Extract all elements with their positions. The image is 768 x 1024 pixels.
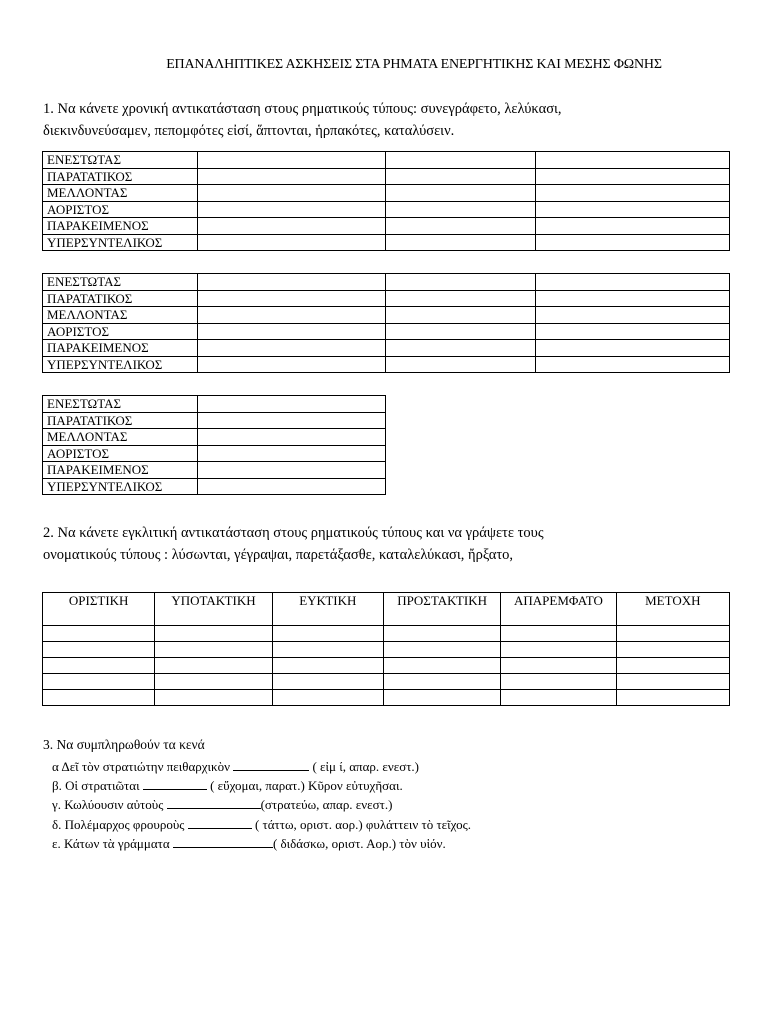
tense-table-2 — [42, 273, 730, 373]
table-row — [43, 429, 386, 446]
answer-cell[interactable] — [155, 626, 272, 642]
column-header: ΟΡΙΣΤΙΚΗ — [43, 593, 155, 626]
tense-label: ΕΝΕΣΤΩΤΑΣ — [43, 396, 198, 413]
exercise-2-instructions — [43, 522, 743, 566]
table-row — [43, 274, 730, 291]
fill-in-blank[interactable] — [173, 836, 273, 848]
tense-label: ΕΝΕΣΤΩΤΑΣ — [43, 152, 198, 169]
table-row — [43, 152, 730, 169]
tense-label: ΑΟΡΙΣΤΟΣ — [43, 323, 198, 340]
answer-cell[interactable] — [501, 642, 616, 658]
answer-cell[interactable] — [383, 626, 500, 642]
exercise-2-line-2: ονοματικούς τύπους : λύσωνται, γέγραψαι, παρετάξασθε, καταλελύκασι, ἤρξατο, — [43, 547, 514, 563]
table-row — [43, 626, 730, 642]
answer-cell[interactable] — [198, 290, 386, 307]
table-row — [43, 168, 730, 185]
answer-cell[interactable] — [386, 290, 536, 307]
tense-label: ΠΑΡΑΚΕΙΜΕΝΟΣ — [43, 462, 198, 479]
item-text-before: ε. Κάτων τὰ γράμματα — [52, 836, 170, 851]
column-header: ΜΕΤΟΧΗ — [616, 593, 729, 626]
answer-cell[interactable] — [383, 642, 500, 658]
answer-cell[interactable] — [198, 462, 386, 479]
answer-cell[interactable] — [198, 478, 386, 495]
tense-table-3 — [42, 395, 386, 495]
item-text-before: δ. Πολέμαρχος φρουροὺς — [52, 817, 185, 832]
answer-cell[interactable] — [386, 218, 536, 235]
tense-label: ΑΟΡΙΣΤΟΣ — [43, 201, 198, 218]
answer-cell[interactable] — [616, 674, 729, 690]
tense-label: ΕΝΕΣΤΩΤΑΣ — [43, 274, 198, 291]
tense-label: ΥΠΕΡΣΥΝΤΕΛΙΚΟΣ — [43, 356, 198, 373]
fill-in-item-c — [52, 797, 392, 813]
item-text-after: ( τάττω, οριστ. αορ.) φυλάττειν τὸ τεῖχος. — [251, 817, 472, 832]
table-row — [43, 658, 730, 674]
exercise-3-heading: 3. Να συμπληρωθούν τα κενά — [43, 737, 205, 752]
column-header: ΠΡΟΣΤΑΚΤΙΚΗ — [383, 593, 500, 626]
answer-cell[interactable] — [501, 690, 616, 706]
answer-cell[interactable] — [383, 674, 500, 690]
tense-label: ΠΑΡΑΚΕΙΜΕΝΟΣ — [43, 340, 198, 357]
answer-cell[interactable] — [386, 307, 536, 324]
answer-cell[interactable] — [155, 674, 272, 690]
answer-cell[interactable] — [616, 626, 729, 642]
answer-cell[interactable] — [43, 658, 155, 674]
answer-cell[interactable] — [386, 340, 536, 357]
item-text-before: β. Οἱ στρατιῶται — [52, 778, 140, 793]
answer-cell[interactable] — [536, 168, 730, 185]
answer-cell[interactable] — [386, 168, 536, 185]
table-row — [43, 478, 386, 495]
answer-cell[interactable] — [198, 323, 386, 340]
answer-cell[interactable] — [616, 690, 729, 706]
answer-cell[interactable] — [198, 429, 386, 446]
answer-cell[interactable] — [43, 642, 155, 658]
answer-cell[interactable] — [536, 323, 730, 340]
tense-label: ΠΑΡΑΤΑΤΙΚΟΣ — [43, 412, 198, 429]
answer-cell[interactable] — [536, 201, 730, 218]
table-row — [43, 396, 386, 413]
answer-cell[interactable] — [536, 290, 730, 307]
answer-cell[interactable] — [383, 658, 500, 674]
answer-cell[interactable] — [272, 674, 383, 690]
answer-cell[interactable] — [386, 356, 536, 373]
table-row — [43, 690, 730, 706]
table-row — [43, 642, 730, 658]
answer-cell[interactable] — [383, 690, 500, 706]
answer-cell[interactable] — [198, 218, 386, 235]
tense-label: ΜΕΛΛΟΝΤΑΣ — [43, 429, 198, 446]
answer-cell[interactable] — [501, 674, 616, 690]
answer-cell[interactable] — [386, 185, 536, 202]
answer-cell[interactable] — [198, 396, 386, 413]
item-text-after: ( διδάσκω, οριστ. Αορ.) τὸν υἱόν. — [272, 836, 446, 851]
tense-label: ΑΟΡΙΣΤΟΣ — [43, 445, 198, 462]
fill-in-blank[interactable] — [143, 778, 207, 790]
table-row — [43, 290, 730, 307]
table-row — [43, 323, 730, 340]
mood-table — [42, 592, 730, 706]
table-row — [43, 445, 386, 462]
table-row — [43, 234, 730, 251]
column-header: ΥΠΟΤΑΚΤΙΚΗ — [155, 593, 272, 626]
column-header: ΕΥΚΤΙΚΗ — [272, 593, 383, 626]
item-text-after: ( εὔχομαι, παρατ.) Κῦρον εὐτυχῆσαι. — [206, 778, 403, 793]
answer-cell[interactable] — [198, 152, 386, 169]
answer-cell[interactable] — [536, 185, 730, 202]
fill-in-item-a — [52, 759, 419, 775]
table-row — [43, 307, 730, 324]
tense-label: ΠΑΡΑΚΕΙΜΕΝΟΣ — [43, 218, 198, 235]
answer-cell[interactable] — [198, 412, 386, 429]
answer-cell[interactable] — [536, 218, 730, 235]
answer-cell[interactable] — [536, 356, 730, 373]
item-text-after: ( εἰμ ί, απαρ. ενεστ.) — [309, 759, 420, 774]
fill-in-item-d — [52, 817, 471, 833]
answer-cell[interactable] — [272, 690, 383, 706]
fill-in-item-e — [52, 836, 446, 852]
column-header: ΑΠΑΡΕΜΦΑΤΟ — [501, 593, 616, 626]
fill-in-blank[interactable] — [167, 797, 261, 809]
answer-cell[interactable] — [198, 274, 386, 291]
table-row — [43, 340, 730, 357]
answer-cell[interactable] — [43, 690, 155, 706]
table-row — [43, 356, 730, 373]
answer-cell[interactable] — [198, 340, 386, 357]
table-row — [43, 674, 730, 690]
answer-cell[interactable] — [43, 626, 155, 642]
exercise-1-line-2: διεκινδυνεύσαμεν, πεπομφότες εἰσί, ἅπτονται, ἡρπακότες, καταλύσειν. — [43, 123, 455, 139]
answer-cell[interactable] — [272, 658, 383, 674]
tense-label: ΥΠΕΡΣΥΝΤΕΛΙΚΟΣ — [43, 478, 198, 495]
answer-cell[interactable] — [155, 642, 272, 658]
table-row — [43, 201, 730, 218]
answer-cell[interactable] — [386, 152, 536, 169]
answer-cell[interactable] — [536, 152, 730, 169]
answer-cell[interactable] — [198, 445, 386, 462]
answer-cell[interactable] — [386, 201, 536, 218]
tense-label: ΜΕΛΛΟΝΤΑΣ — [43, 185, 198, 202]
answer-cell[interactable] — [155, 658, 272, 674]
exercise-2-line-1: 2. Να κάνετε εγκλιτική αντικατάσταση στους ρηματικούς τύπους και να γράψετε τους — [43, 525, 544, 541]
answer-cell[interactable] — [536, 274, 730, 291]
answer-cell[interactable] — [386, 234, 536, 251]
answer-cell[interactable] — [198, 307, 386, 324]
tense-label: ΠΑΡΑΤΑΤΙΚΟΣ — [43, 168, 198, 185]
fill-in-blank[interactable] — [233, 759, 309, 771]
fill-in-blank[interactable] — [188, 817, 252, 829]
answer-cell[interactable] — [536, 234, 730, 251]
answer-cell[interactable] — [198, 168, 386, 185]
table-row — [43, 218, 730, 235]
table-row — [43, 412, 386, 429]
tense-label: ΥΠΕΡΣΥΝΤΕΛΙΚΟΣ — [43, 234, 198, 251]
answer-cell[interactable] — [386, 323, 536, 340]
answer-cell[interactable] — [198, 356, 386, 373]
exercise-1-instructions — [43, 98, 743, 142]
answer-cell[interactable] — [272, 642, 383, 658]
answer-cell[interactable] — [616, 658, 729, 674]
tense-label: ΜΕΛΛΟΝΤΑΣ — [43, 307, 198, 324]
table-row — [43, 185, 730, 202]
answer-cell[interactable] — [43, 674, 155, 690]
answer-cell[interactable] — [386, 274, 536, 291]
answer-cell[interactable] — [272, 626, 383, 642]
item-text-after: (στρατεύω, απαρ. ενεστ.) — [260, 797, 393, 812]
table-header-row — [43, 593, 730, 626]
fill-in-item-b — [52, 778, 403, 794]
answer-cell[interactable] — [501, 626, 616, 642]
answer-cell[interactable] — [198, 201, 386, 218]
answer-cell[interactable] — [536, 307, 730, 324]
answer-cell[interactable] — [536, 340, 730, 357]
tense-table-1 — [42, 151, 730, 251]
answer-cell[interactable] — [198, 185, 386, 202]
item-text-before: γ. Κωλύουσιν αὐτοὺς — [52, 797, 164, 812]
table-row — [43, 462, 386, 479]
tense-label: ΠΑΡΑΤΑΤΙΚΟΣ — [43, 290, 198, 307]
item-text-before: α Δεῖ τὸν στρατιώτην πειθαρχικὸν — [52, 759, 230, 774]
answer-cell[interactable] — [198, 234, 386, 251]
page-title: ΕΠΑΝΑΛΗΠΤΙΚΕΣ ΑΣΚΗΣΕΙΣ ΣΤΑ ΡΗΜΑΤΑ ΕΝΕΡΓΗΤΙΚΗΣ ΚΑΙ ΜΕΣΗΣ ΦΩΝΗΣ — [166, 57, 662, 72]
answer-cell[interactable] — [501, 658, 616, 674]
exercise-1-line-1: 1. Να κάνετε χρονική αντικατάσταση στους ρηματικούς τύπους: συνεγράφετο, λελύκασι, — [43, 101, 562, 117]
answer-cell[interactable] — [155, 690, 272, 706]
answer-cell[interactable] — [616, 642, 729, 658]
